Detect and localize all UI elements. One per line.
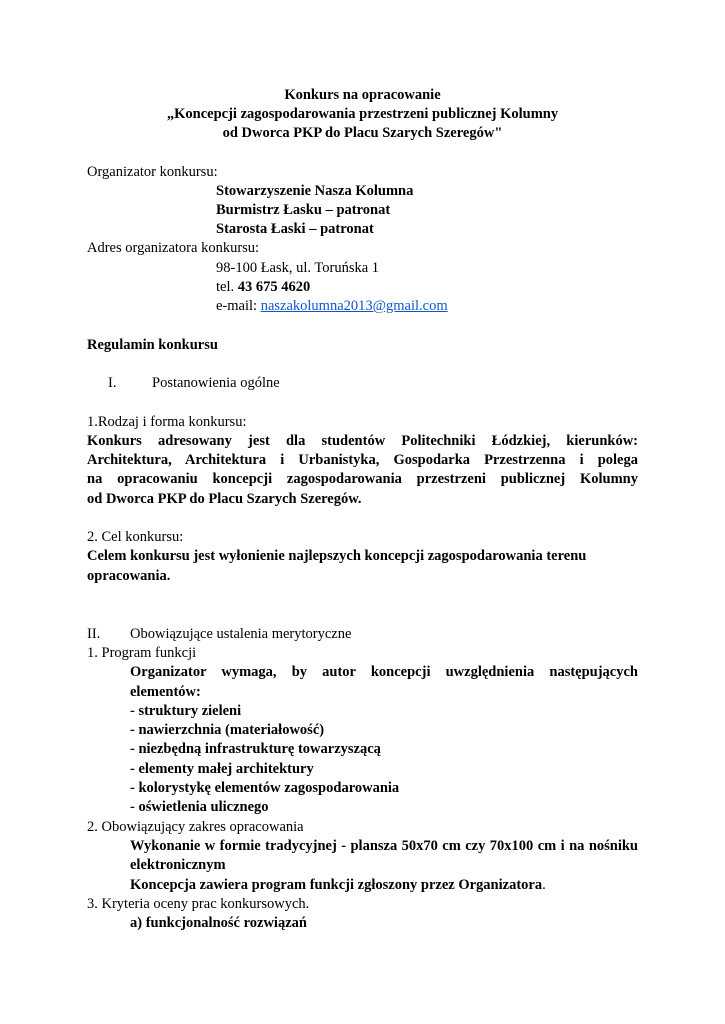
phone-label: tel.	[216, 279, 235, 295]
address-email	[216, 297, 448, 316]
section-2-title: Obowiązujące ustalenia merytoryczne	[130, 626, 352, 642]
scope-heading: 2. Obowiązujący zakres opracowania	[87, 819, 304, 835]
phone-number: 43 675 4620	[237, 279, 311, 295]
section-1-title: Postanowienia ogólne	[152, 375, 280, 391]
program-item: - oświetlenia ulicznego	[130, 799, 269, 815]
program-item: - niezbędną infrastrukturę towarzyszącą	[130, 741, 381, 757]
section-1-number: I.	[108, 375, 117, 391]
contest-goal-line-1: Celem konkursu jest wyłonienie najlepszych koncepcji zagospodarowania terenu	[87, 548, 587, 564]
program-line-2: elementów:	[130, 684, 201, 700]
scope-line-1: Wykonanie w formie tradycyjnej - plansza 50x70 cm czy 70x100 cm i na nośniku	[130, 838, 638, 854]
contest-type-line-1: Konkurs adresowany jest dla studentów Politechniki Łódzkiej, kierunków:	[87, 433, 638, 449]
email-link[interactable]: naszakolumna2013@gmail.com	[260, 298, 448, 314]
title-line-2: „Koncepcji zagospodarowania przestrzeni publicznej Kolumny	[166, 106, 559, 122]
scope-line-3	[130, 876, 546, 895]
contest-goal-heading: 2. Cel konkursu:	[87, 529, 184, 545]
address-label: Adres organizatora konkursu:	[87, 240, 260, 256]
scope-line-3-dot: .	[542, 877, 546, 893]
title-line-1: Konkurs na opracowanie	[284, 87, 441, 103]
scope-line-2: elektronicznym	[130, 857, 226, 873]
program-item: - struktury zieleni	[130, 703, 242, 719]
program-item: - kolorystykę elementów zagospodarowania	[130, 780, 400, 796]
address-street: 98-100 Łask, ul. Toruńska 1	[216, 260, 380, 276]
organizer-label: Organizator konkursu:	[87, 164, 218, 180]
organizer-name-1: Stowarzyszenie Nasza Kolumna	[216, 183, 414, 199]
regulamin-heading: Regulamin konkursu	[87, 337, 218, 353]
organizer-name-3: Starosta Łaski – patronat	[216, 221, 374, 237]
criteria-heading: 3. Kryteria oceny prac konkursowych.	[87, 896, 310, 912]
title-line-3: od Dworca PKP do Placu Szarych Szeregów"	[222, 125, 503, 141]
contest-type-heading: 1.Rodzaj i forma konkursu:	[87, 414, 247, 430]
contest-goal-line-2: opracowania.	[87, 568, 171, 584]
program-heading: 1. Program funkcji	[87, 645, 197, 661]
section-2-number: II.	[87, 626, 101, 642]
criteria-item: a) funkcjonalność rozwiązań	[130, 915, 307, 931]
email-label: e-mail:	[216, 298, 258, 314]
program-item: - nawierzchnia (materiałowość)	[130, 722, 325, 738]
program-line-1: Organizator wymaga, by autor koncepcji uwzględnienia następujących	[130, 664, 638, 680]
organizer-name-2: Burmistrz Łasku – patronat	[216, 202, 391, 218]
program-item: - elementy małej architektury	[130, 761, 314, 777]
contest-type-line-3: na opracowaniu koncepcji zagospodarowania przestrzeni publicznej Kolumny	[87, 471, 638, 487]
address-phone	[216, 278, 310, 297]
contest-type-line-2: Architektura, Architektura i Urbanistyka, Gospodarka Przestrzenna i polega	[87, 452, 638, 468]
scope-line-3-text: Koncepcja zawiera program funkcji zgłoszony przez Organizatora	[130, 877, 543, 893]
contest-type-line-4: od Dworca PKP do Placu Szarych Szeregów.	[87, 491, 362, 507]
